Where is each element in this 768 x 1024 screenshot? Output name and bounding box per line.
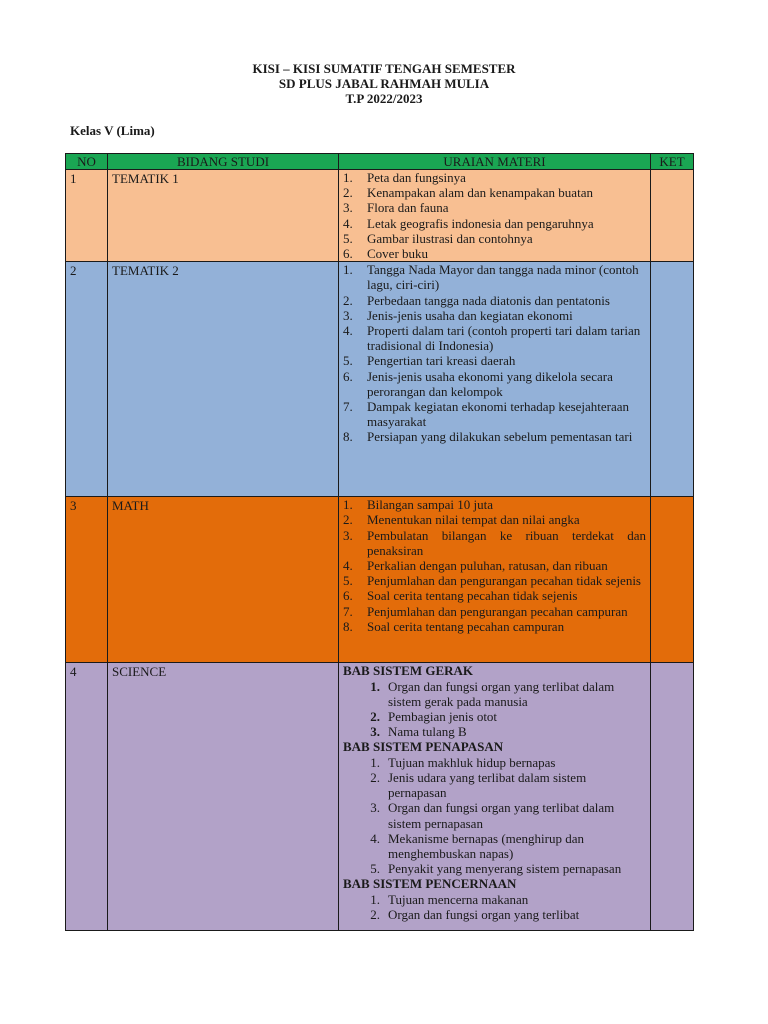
list-number: 8. xyxy=(343,618,353,634)
list-text: Tujuan mencerna makanan xyxy=(388,891,529,907)
list-text: Bilangan sampai 10 juta xyxy=(367,497,494,513)
list-item xyxy=(343,308,646,323)
list-text: Flora dan fauna xyxy=(367,200,449,216)
science-sections xyxy=(343,663,646,922)
list-number: 2. xyxy=(343,185,353,201)
list-number: 4. xyxy=(343,215,353,231)
list-item xyxy=(343,262,646,292)
list-text: Pembulatan bilangan ke ribuan terdekat dan penaksiran xyxy=(367,527,646,558)
list-text: Soal cerita tentang pecahan tidak sejenis xyxy=(367,588,578,604)
list-number: 7. xyxy=(343,399,353,415)
list-item xyxy=(343,892,646,907)
list-text: Mekanisme bernapas (menghirup dan menghembuskan napas) xyxy=(388,830,585,862)
table-header-row xyxy=(66,154,694,170)
list-item xyxy=(343,770,646,800)
list-text: Menentukan nilai tempat dan nilai angka xyxy=(367,512,580,528)
list-number: 5. xyxy=(370,861,380,877)
kisi-table xyxy=(65,153,694,931)
list-text: Peta dan fungsinya xyxy=(367,170,466,185)
list-number: 2. xyxy=(370,907,380,923)
list-number: 2. xyxy=(370,770,380,786)
list-item xyxy=(343,588,646,603)
row-number: 4 xyxy=(66,663,108,931)
list-number: 3. xyxy=(343,307,353,323)
doc-title: KISI – KISI SUMATIF TENGAH SEMESTER xyxy=(252,61,516,76)
row-ket xyxy=(651,663,694,931)
list-number: 2. xyxy=(370,709,380,725)
list-text: Organ dan fungsi organ yang terlibat xyxy=(388,907,580,923)
table-row xyxy=(66,170,694,262)
list-text: Tujuan makhluk hidup bernapas xyxy=(388,754,556,770)
list-item xyxy=(343,353,646,368)
list-number: 3. xyxy=(370,724,380,740)
list-number: 3. xyxy=(343,200,353,216)
list-number: 5. xyxy=(343,353,353,369)
school-name: SD PLUS JABAL RAHMAH MULIA xyxy=(278,76,490,91)
list-number: 1. xyxy=(343,170,353,185)
section-list xyxy=(343,755,646,877)
list-item xyxy=(343,185,646,200)
list-item xyxy=(343,907,646,922)
header-material: URAIAN MATERI xyxy=(339,154,651,170)
row-subject: TEMATIK 1 xyxy=(108,170,339,262)
row-number: 1 xyxy=(66,170,108,262)
list-item xyxy=(343,709,646,724)
header-subject: BIDANG STUDI xyxy=(108,154,339,170)
school-year: T.P 2022/2023 xyxy=(345,91,423,106)
row-material xyxy=(339,170,651,262)
section-title: BAB SISTEM PENAPASAN xyxy=(343,739,504,755)
header-ket: KET xyxy=(651,154,694,170)
section-title: BAB SISTEM PENCERNAAN xyxy=(343,876,517,892)
material-list xyxy=(343,170,646,261)
list-text: Cover buku xyxy=(367,246,429,262)
list-number: 4. xyxy=(343,323,353,339)
section-list xyxy=(343,679,646,740)
list-item xyxy=(343,604,646,619)
list-text: Letak geografis indonesia dan pengaruhnya xyxy=(367,215,594,231)
list-item xyxy=(343,231,646,246)
list-item xyxy=(343,323,646,353)
list-item xyxy=(343,800,646,830)
list-text: Jenis-jenis usaha dan kegiatan ekonomi xyxy=(367,307,573,323)
section-list xyxy=(343,892,646,922)
row-number: 2 xyxy=(66,262,108,497)
list-item xyxy=(343,861,646,876)
list-number: 3. xyxy=(343,527,353,543)
list-number: 2. xyxy=(343,512,353,528)
list-number: 1. xyxy=(343,497,353,513)
list-text: Dampak kegiatan ekonomi terhadap kesejahteraan masyarakat xyxy=(367,399,630,430)
list-text: Jenis udara yang terlibat dalam sistem pernapasan xyxy=(388,770,587,801)
list-item xyxy=(343,558,646,573)
list-text: Organ dan fungsi organ yang terlibat dalam sistem gerak pada manusia xyxy=(388,678,615,709)
list-number: 6. xyxy=(343,588,353,604)
list-item xyxy=(343,573,646,588)
row-subject: MATH xyxy=(108,497,339,663)
list-item xyxy=(343,755,646,770)
list-text: Persiapan yang dilakukan sebelum pementasan tari xyxy=(367,429,633,445)
list-item xyxy=(343,724,646,739)
row-material xyxy=(339,262,651,497)
material-list xyxy=(343,497,646,634)
row-subject: SCIENCE xyxy=(108,663,339,931)
list-text: Penyakit yang menyerang sistem pernapasan xyxy=(388,861,622,877)
row-material xyxy=(339,497,651,663)
list-item xyxy=(343,293,646,308)
list-text: Jenis-jenis usaha ekonomi yang dikelola secara perorangan dan kelompok xyxy=(367,368,613,399)
list-text: Nama tulang B xyxy=(388,724,467,740)
class-label: Kelas V (Lima) xyxy=(70,123,155,138)
list-number: 1. xyxy=(343,262,353,278)
list-number: 6. xyxy=(343,368,353,384)
header-no: NO xyxy=(66,154,108,170)
table-row xyxy=(66,663,694,931)
section-title: BAB SISTEM GERAK xyxy=(343,663,474,679)
row-material xyxy=(339,663,651,931)
list-text: Perbedaan tangga nada diatonis dan pentatonis xyxy=(367,292,610,308)
list-number: 4. xyxy=(370,830,380,846)
list-number: 8. xyxy=(343,429,353,445)
list-text: Pengertian tari kreasi daerah xyxy=(367,353,516,369)
list-number: 1. xyxy=(370,754,380,770)
list-item xyxy=(343,170,646,185)
list-item xyxy=(343,497,646,512)
list-number: 2. xyxy=(343,292,353,308)
table-row xyxy=(66,497,694,663)
list-text: Tangga Nada Mayor dan tangga nada minor (contoh lagu, ciri-ciri) xyxy=(367,262,639,293)
list-item xyxy=(343,528,646,558)
list-text: Soal cerita tentang pecahan campuran xyxy=(367,618,565,634)
list-number: 3. xyxy=(370,800,380,816)
row-number: 3 xyxy=(66,497,108,663)
list-number: 6. xyxy=(343,246,353,262)
list-item xyxy=(343,512,646,527)
list-text: Perkalian dengan puluhan, ratusan, dan ribuan xyxy=(367,558,608,574)
list-item xyxy=(343,679,646,709)
list-number: 7. xyxy=(343,603,353,619)
list-text: Pembagian jenis otot xyxy=(388,709,498,725)
list-text: Organ dan fungsi organ yang terlibat dalam sistem pernapasan xyxy=(388,800,615,831)
list-item xyxy=(343,831,646,861)
list-item xyxy=(343,200,646,215)
list-item xyxy=(343,369,646,399)
list-text: Gambar ilustrasi dan contohnya xyxy=(367,230,533,246)
list-text: Kenampakan alam dan kenampakan buatan xyxy=(367,185,593,201)
list-text: Penjumlahan dan pengurangan pecahan tidak sejenis xyxy=(367,573,641,589)
list-item xyxy=(343,429,646,444)
list-item xyxy=(343,619,646,634)
list-text: Properti dalam tari (contoh properti tari dalam tarian tradisional di Indonesia) xyxy=(367,323,641,354)
list-text: Penjumlahan dan pengurangan pecahan campuran xyxy=(367,603,628,619)
row-ket xyxy=(651,262,694,497)
list-number: 1. xyxy=(370,678,380,694)
list-number: 5. xyxy=(343,573,353,589)
row-ket xyxy=(651,497,694,663)
row-subject: TEMATIK 2 xyxy=(108,262,339,497)
table-row xyxy=(66,262,694,497)
list-number: 5. xyxy=(343,230,353,246)
list-item xyxy=(343,399,646,429)
list-number: 4. xyxy=(343,558,353,574)
list-item xyxy=(343,246,646,261)
row-ket xyxy=(651,170,694,262)
list-item xyxy=(343,216,646,231)
list-number: 1. xyxy=(370,891,380,907)
material-list xyxy=(343,262,646,444)
